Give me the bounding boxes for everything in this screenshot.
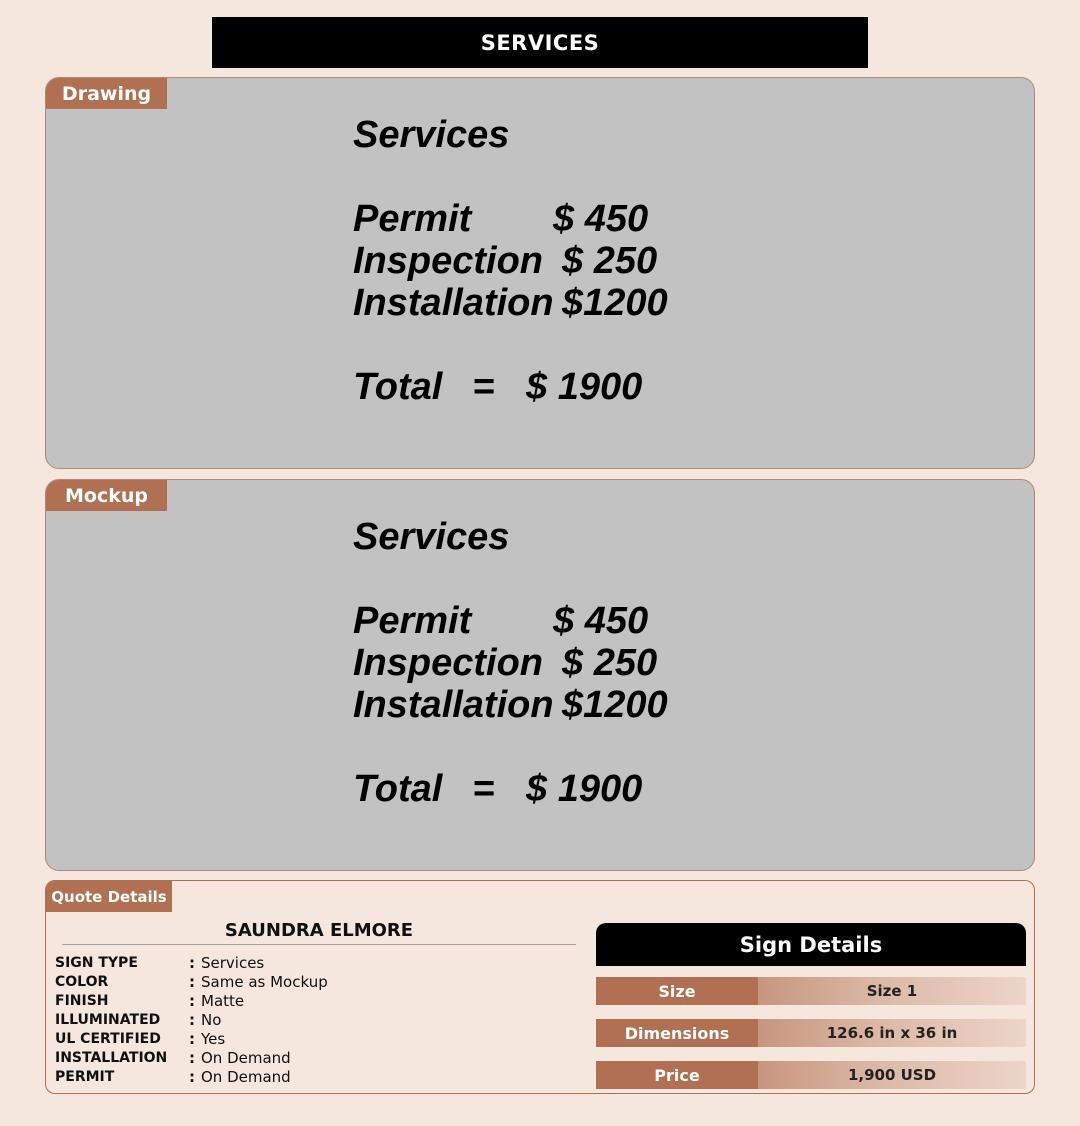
- spec-value: Yes: [201, 1029, 226, 1048]
- spec-row: [55, 972, 575, 991]
- spec-row: [55, 1048, 575, 1067]
- line-label: Installation: [353, 684, 554, 726]
- quote-details-tab: Quote Details: [46, 881, 172, 912]
- line-amount: $ 450: [553, 600, 649, 642]
- line-label: Inspection: [353, 240, 544, 282]
- sign-detail-key: Dimensions: [596, 1019, 758, 1047]
- total-amount: $ 1900: [526, 768, 643, 810]
- customer-name: SAUNDRA ELMORE: [62, 917, 576, 945]
- total-equals: =: [473, 366, 496, 408]
- spec-key: SIGN TYPE: [55, 954, 138, 971]
- sign-detail-key: Size: [596, 977, 758, 1005]
- sign-details-title: Sign Details: [596, 923, 1026, 966]
- line-label: Installation: [353, 282, 554, 324]
- spec-separator: :: [189, 972, 195, 991]
- spec-value: Same as Mockup: [201, 972, 328, 991]
- drawing-panel: [45, 77, 1035, 469]
- artwork-heading: Services: [353, 516, 510, 558]
- sign-detail-value: Size 1: [758, 977, 1026, 1005]
- line-amount: $ 250: [562, 642, 658, 684]
- spec-row: [55, 1067, 575, 1086]
- spec-separator: :: [189, 1029, 195, 1048]
- spec-value: Services: [201, 953, 265, 972]
- line-label: Permit: [353, 198, 472, 240]
- quote-details-panel: [45, 880, 1035, 1094]
- page-title: SERVICES: [212, 17, 868, 68]
- spec-separator: :: [189, 1067, 195, 1086]
- drawing-tab: Drawing: [46, 78, 167, 109]
- line-amount: $ 250: [562, 240, 658, 282]
- spec-value: On Demand: [201, 1048, 291, 1067]
- spec-separator: :: [189, 953, 195, 972]
- sign-detail-row: [596, 1019, 1026, 1047]
- spec-key: FINISH: [55, 992, 109, 1009]
- sign-detail-key: Price: [596, 1061, 758, 1089]
- total-amount: $ 1900: [526, 366, 643, 408]
- line-amount: $1200: [562, 282, 668, 324]
- spec-row: [55, 1010, 575, 1029]
- spec-value: No: [201, 1010, 222, 1029]
- line-label: Permit: [353, 600, 472, 642]
- spec-key: UL CERTIFIED: [55, 1030, 161, 1047]
- spec-list: [55, 953, 575, 1086]
- spec-key: COLOR: [55, 973, 109, 990]
- spec-value: Matte: [201, 991, 245, 1010]
- artwork-heading: Services: [353, 114, 510, 156]
- spec-row: [55, 1029, 575, 1048]
- spec-key: INSTALLATION: [55, 1049, 168, 1066]
- total-label: Total: [353, 768, 443, 810]
- spec-separator: :: [189, 991, 195, 1010]
- total-label: Total: [353, 366, 443, 408]
- total-equals: =: [473, 768, 496, 810]
- sign-detail-row: [596, 1061, 1026, 1089]
- line-label: Inspection: [353, 642, 544, 684]
- line-amount: $ 450: [553, 198, 649, 240]
- spec-key: ILLUMINATED: [55, 1011, 161, 1028]
- spec-separator: :: [189, 1010, 195, 1029]
- spec-row: [55, 953, 575, 972]
- mockup-panel: [45, 479, 1035, 871]
- mockup-tab: Mockup: [46, 480, 167, 511]
- sign-detail-value: 1,900 USD: [758, 1061, 1026, 1089]
- line-amount: $1200: [562, 684, 668, 726]
- spec-key: PERMIT: [55, 1068, 115, 1085]
- spec-separator: :: [189, 1048, 195, 1067]
- spec-row: [55, 991, 575, 1010]
- spec-value: On Demand: [201, 1067, 291, 1086]
- sign-detail-value: 126.6 in x 36 in: [758, 1019, 1026, 1047]
- sign-detail-row: [596, 977, 1026, 1005]
